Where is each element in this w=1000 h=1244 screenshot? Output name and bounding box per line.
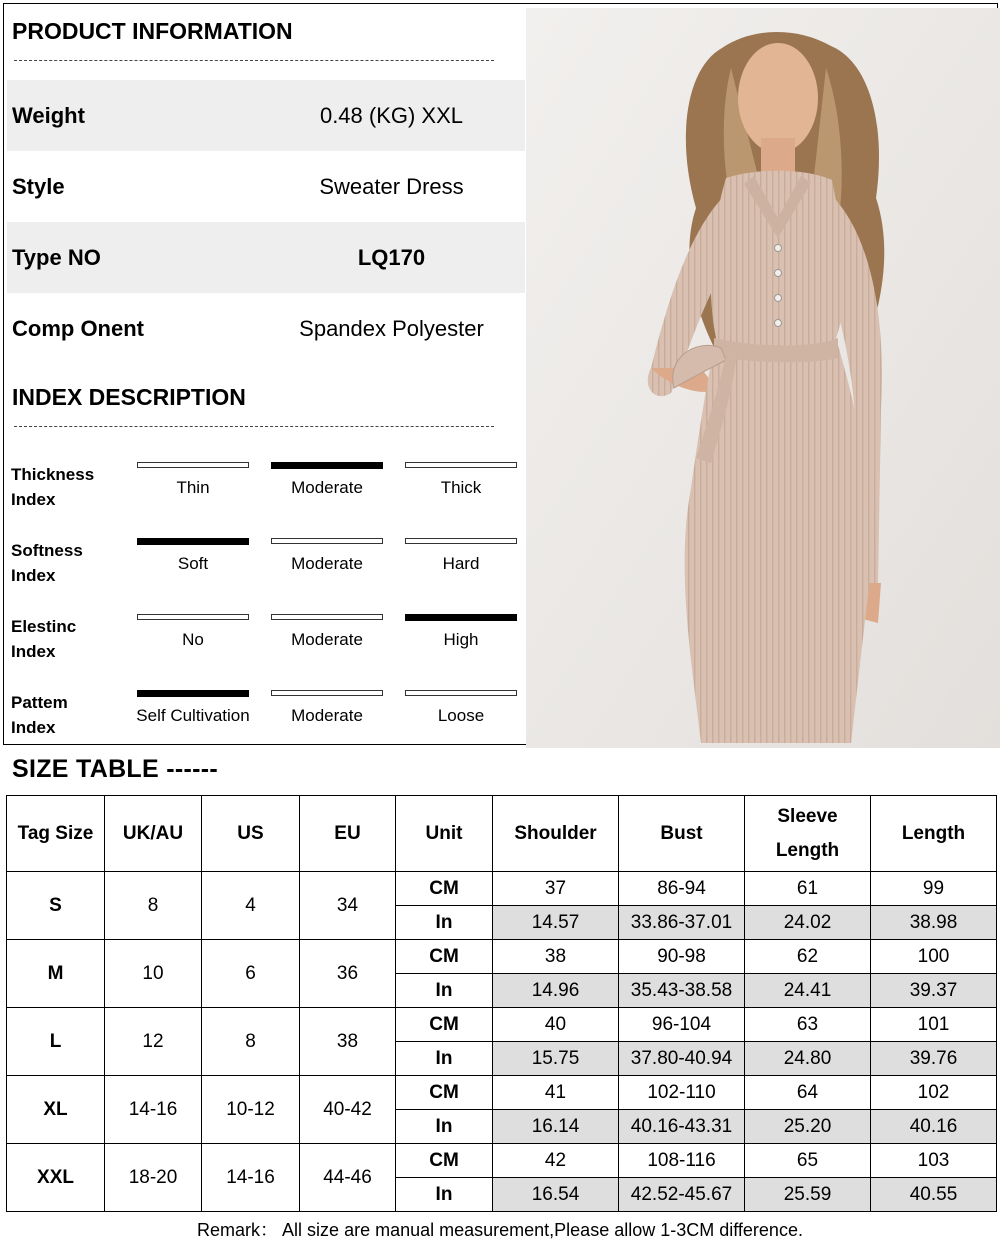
index-label-line: Index bbox=[11, 490, 56, 509]
measurement-cell: 40.55 bbox=[871, 1178, 997, 1212]
measurement-cell: 15.75 bbox=[493, 1042, 619, 1076]
size-cell: 14-16 bbox=[105, 1076, 202, 1144]
index-label-line: Pattem bbox=[11, 693, 68, 712]
measurement-cell: 39.37 bbox=[871, 974, 997, 1008]
measurement-cell: 42 bbox=[493, 1144, 619, 1178]
column-header: Shoulder bbox=[493, 796, 619, 872]
size-table-header bbox=[7, 796, 997, 872]
measurement-cell: 102 bbox=[871, 1076, 997, 1110]
info-value: LQ170 bbox=[357, 245, 426, 270]
index-label-line: Index bbox=[11, 718, 56, 737]
unit-cell: CM bbox=[396, 1008, 493, 1042]
measurement-cell: 61 bbox=[745, 872, 871, 906]
measurement-cell: 37.80-40.94 bbox=[619, 1042, 745, 1076]
unit-cell: In bbox=[396, 1042, 493, 1076]
size-table-body bbox=[7, 872, 997, 1212]
index-bar bbox=[137, 538, 249, 545]
product-photo bbox=[526, 8, 1000, 748]
column-header: Sleeve Length bbox=[745, 796, 871, 872]
measurement-cell: 101 bbox=[871, 1008, 997, 1042]
info-value: Spandex Polyester bbox=[299, 316, 484, 341]
remark: Remark： All size are manual measurement,Please allow 1-3CM difference. bbox=[197, 1220, 803, 1240]
index-label bbox=[11, 614, 76, 664]
measurement-cell: 25.59 bbox=[745, 1178, 871, 1212]
index-option: High bbox=[443, 630, 479, 649]
index-label-line: Index bbox=[11, 642, 56, 661]
size-cell: 14-16 bbox=[202, 1144, 300, 1212]
unit-cell: CM bbox=[396, 1076, 493, 1110]
size-cell: 8 bbox=[202, 1008, 300, 1076]
size-cell: 44-46 bbox=[300, 1144, 396, 1212]
table-row bbox=[7, 1008, 997, 1042]
index-bar bbox=[405, 538, 517, 544]
info-row-weight bbox=[7, 80, 525, 151]
measurement-cell: 108-116 bbox=[619, 1144, 745, 1178]
column-header: Unit bbox=[396, 796, 493, 872]
index-option: Moderate bbox=[291, 478, 363, 497]
table-row bbox=[7, 1144, 997, 1178]
size-cell: 6 bbox=[202, 940, 300, 1008]
index-bar bbox=[405, 690, 517, 696]
measurement-cell: 99 bbox=[871, 872, 997, 906]
table-row bbox=[7, 1076, 997, 1110]
info-value: Sweater Dress bbox=[319, 174, 464, 199]
measurement-cell: 14.57 bbox=[493, 906, 619, 940]
unit-cell: In bbox=[396, 1178, 493, 1212]
info-label: Comp Onent bbox=[12, 316, 144, 341]
index-label-line: Index bbox=[11, 566, 56, 585]
measurement-cell: 100 bbox=[871, 940, 997, 974]
unit-cell: CM bbox=[396, 1144, 493, 1178]
measurement-cell: 63 bbox=[745, 1008, 871, 1042]
index-option: Self Cultivation bbox=[136, 706, 250, 725]
index-bar bbox=[405, 462, 517, 468]
index-label-line: Softness bbox=[11, 541, 83, 560]
index-bar bbox=[271, 614, 383, 620]
unit-cell: CM bbox=[396, 872, 493, 906]
table-row bbox=[7, 872, 997, 906]
divider bbox=[14, 426, 494, 427]
index-option: Moderate bbox=[291, 706, 363, 725]
index-label bbox=[11, 538, 83, 588]
index-bar bbox=[271, 462, 383, 469]
measurement-cell: 25.20 bbox=[745, 1110, 871, 1144]
size-table-title: SIZE TABLE ------ bbox=[12, 755, 218, 783]
size-cell: 8 bbox=[105, 872, 202, 940]
column-header: Tag Size bbox=[7, 796, 105, 872]
measurement-cell: 14.96 bbox=[493, 974, 619, 1008]
index-description-title: INDEX DESCRIPTION bbox=[12, 384, 246, 410]
tag-size-cell: XL bbox=[7, 1076, 105, 1144]
size-cell: 40-42 bbox=[300, 1076, 396, 1144]
measurement-cell: 64 bbox=[745, 1076, 871, 1110]
size-cell: 10-12 bbox=[202, 1076, 300, 1144]
index-option: Moderate bbox=[291, 630, 363, 649]
index-bar bbox=[271, 538, 383, 544]
measurement-cell: 24.02 bbox=[745, 906, 871, 940]
index-option: Loose bbox=[437, 706, 485, 725]
size-table bbox=[6, 795, 997, 1212]
measurement-cell: 35.43-38.58 bbox=[619, 974, 745, 1008]
measurement-cell: 39.76 bbox=[871, 1042, 997, 1076]
info-row-style bbox=[7, 151, 525, 222]
table-row bbox=[7, 940, 997, 974]
index-option: Moderate bbox=[291, 554, 363, 573]
size-cell: 12 bbox=[105, 1008, 202, 1076]
index-option: Soft bbox=[177, 554, 209, 573]
index-option: No bbox=[182, 630, 204, 649]
tag-size-cell: XXL bbox=[7, 1144, 105, 1212]
measurement-cell: 16.54 bbox=[493, 1178, 619, 1212]
unit-cell: In bbox=[396, 906, 493, 940]
measurement-cell: 103 bbox=[871, 1144, 997, 1178]
measurement-cell: 96-104 bbox=[619, 1008, 745, 1042]
size-cell: 34 bbox=[300, 872, 396, 940]
column-header: Length bbox=[871, 796, 997, 872]
size-cell: 36 bbox=[300, 940, 396, 1008]
index-bar bbox=[271, 690, 383, 696]
column-header: EU bbox=[300, 796, 396, 872]
measurement-cell: 62 bbox=[745, 940, 871, 974]
size-cell: 18-20 bbox=[105, 1144, 202, 1212]
product-info-title: PRODUCT INFORMATION bbox=[12, 18, 293, 44]
measurement-cell: 40 bbox=[493, 1008, 619, 1042]
index-label bbox=[11, 690, 68, 740]
tag-size-cell: M bbox=[7, 940, 105, 1008]
column-header: UK/AU bbox=[105, 796, 202, 872]
size-cell: 10 bbox=[105, 940, 202, 1008]
product-info-panel bbox=[3, 3, 998, 745]
divider bbox=[14, 60, 494, 61]
measurement-cell: 40.16-43.31 bbox=[619, 1110, 745, 1144]
column-header: Bust bbox=[619, 796, 745, 872]
info-label: Weight bbox=[12, 103, 85, 128]
index-option: Thin bbox=[176, 478, 210, 497]
index-option: Thick bbox=[440, 478, 482, 497]
measurement-cell: 86-94 bbox=[619, 872, 745, 906]
measurement-cell: 90-98 bbox=[619, 940, 745, 974]
measurement-cell: 24.41 bbox=[745, 974, 871, 1008]
measurement-cell: 33.86-37.01 bbox=[619, 906, 745, 940]
unit-cell: CM bbox=[396, 940, 493, 974]
measurement-cell: 41 bbox=[493, 1076, 619, 1110]
measurement-cell: 65 bbox=[745, 1144, 871, 1178]
index-bar bbox=[405, 614, 517, 621]
measurement-cell: 37 bbox=[493, 872, 619, 906]
model-image bbox=[526, 8, 1000, 748]
index-label-line: Elestinc bbox=[11, 617, 77, 636]
info-value: 0.48 (KG) XXL bbox=[319, 103, 464, 128]
size-cell: 4 bbox=[202, 872, 300, 940]
tag-size-cell: L bbox=[7, 1008, 105, 1076]
measurement-cell: 38 bbox=[493, 940, 619, 974]
tag-size-cell: S bbox=[7, 872, 105, 940]
info-row-type-no bbox=[7, 222, 525, 293]
index-bar bbox=[137, 462, 249, 468]
measurement-cell: 42.52-45.67 bbox=[619, 1178, 745, 1212]
measurement-cell: 24.80 bbox=[745, 1042, 871, 1076]
column-header: US bbox=[202, 796, 300, 872]
info-label: Type NO bbox=[12, 245, 101, 270]
index-bar bbox=[137, 614, 249, 620]
info-row-component bbox=[7, 293, 525, 364]
index-label bbox=[11, 462, 94, 512]
unit-cell: In bbox=[396, 974, 493, 1008]
index-option: Hard bbox=[442, 554, 480, 573]
measurement-cell: 102-110 bbox=[619, 1076, 745, 1110]
index-bar bbox=[137, 690, 249, 697]
info-label: Style bbox=[12, 174, 65, 199]
unit-cell: In bbox=[396, 1110, 493, 1144]
measurement-cell: 40.16 bbox=[871, 1110, 997, 1144]
measurement-cell: 38.98 bbox=[871, 906, 997, 940]
measurement-cell: 16.14 bbox=[493, 1110, 619, 1144]
index-label-line: Thickness bbox=[11, 465, 95, 484]
size-cell: 38 bbox=[300, 1008, 396, 1076]
